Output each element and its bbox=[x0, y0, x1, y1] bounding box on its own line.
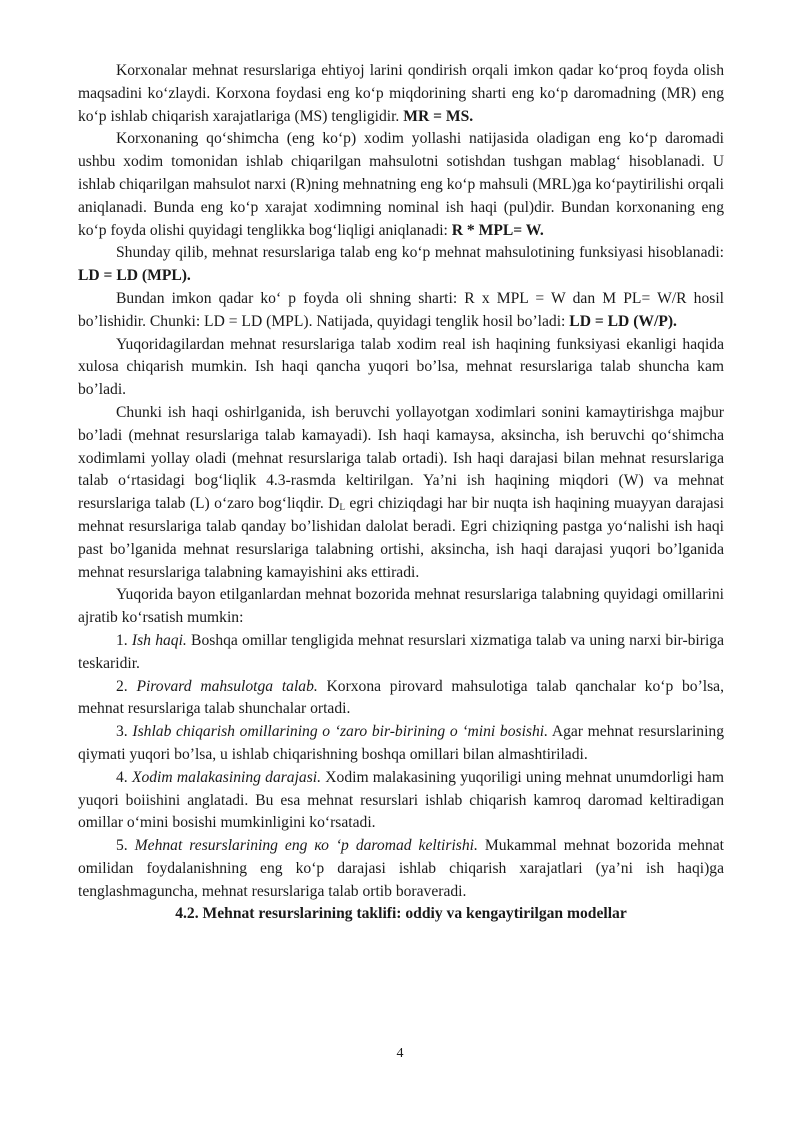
list-item-1-text: Boshqa omillar tengligida mehnat resurslari xizmatiga talab va uning narxi bir-biriga teskaridir. bbox=[78, 631, 725, 672]
document-page bbox=[78, 60, 724, 926]
list-item-4-number: 4. bbox=[116, 768, 132, 786]
section-heading: 4.2. Mehnat resurslarining taklifi: oddiy va kengaytirilgan modellar bbox=[175, 905, 627, 923]
list-item-1-title: Ish haqi. bbox=[131, 631, 187, 649]
list-item-4 bbox=[78, 767, 724, 835]
list-item-4-title: Xodim malakasining darajasi. bbox=[131, 768, 322, 786]
list-item-5-text: Mukammal mehnat bozorida mehnat omilidan foydalanishning eng ko‘p darajasi ishlab chiqarish xarajatlari (ya’ni ish haqi)ga tenglashmaguncha, mehnat resurslariga talab ortib boraveradi. bbox=[78, 837, 725, 900]
paragraph-5 bbox=[78, 334, 724, 402]
paragraph-7-text: Yuqorida bayon etilganlardan mehnat bozorida mehnat resurslariga talabning quyidagi omillarini ajratib ko‘rsatish mumkin: bbox=[78, 586, 724, 627]
list-item-3-text: Agar mehnat resurslarining qiymati yuqori bo’lsa, u ishlab chiqarishning boshqa omillari bilan almashtiriladi. bbox=[78, 723, 724, 763]
list-item-1 bbox=[78, 630, 724, 676]
paragraph-3-text: Shunday qilib, mehnat resurslariga talab eng ko‘p mehnat mahsulotining funksiyasi hisoblanadi: bbox=[116, 244, 724, 262]
paragraph-7 bbox=[78, 584, 724, 630]
paragraph-4-text: Bundan imkon qadar ko‘ p foyda oli shning sharti: R x MPL = W dan M PL= W/R hosil bo’lishidir. Chunki: LD = LD (MPL). Natijada, quyidagi tenglik hosil bo’ladi: bbox=[78, 289, 724, 330]
paragraph-1-text: Korxonalar mehnat resurslariga ehtiyoj larini qondirish orqali imkon qadar ko‘proq foyda olish maqsadini ko‘zlaydi. Korxona foydasi eng ko‘p miqdorining sharti eng ko‘p daromadning (MR) eng ko‘p ishlab chiqarish xarajatlariga (MS) tengligidir. bbox=[78, 62, 724, 125]
formula-mr-ms: MR = MS. bbox=[403, 107, 474, 125]
formula-r-mpl-w: R * MPL= W. bbox=[451, 221, 544, 239]
paragraph-3 bbox=[78, 242, 724, 288]
list-item-4-text: Xodim malakasining yuqoriligi uning mehnat unumdorligi ham yuqori boiishini anglatadi. Bu esa mehnat resurslari ishlab chiqarish kamroq daromad keltiradigan omillar o‘mini bosishi mumkinligini ko‘rsatadi. bbox=[78, 768, 724, 832]
list-item-2-number: 2. bbox=[116, 677, 137, 695]
list-item-2 bbox=[78, 676, 724, 722]
page-number: 4 bbox=[396, 1046, 404, 1061]
paragraph-2-text: Korxonaning qo‘shimcha (eng ko‘p) xodim yollashi natijasida oladigan eng ko‘p daromadi ushbu xodim tomonidan ishlab chiqarilgan mahsulotni sotishdan tushgan mablag‘ hisoblanadi. U ishlab chiqarilgan mahsulot narxi (R)ning mehnatning eng ko‘p mahsuli (MRL)ga ko‘paytirilishi orqali aniqlanadi. Bunda eng ko‘p xarajat xodimning nominal ish haqi (pul)dir. Bundan korxonaning eng ko‘p foyda olishi quyidagi tenglikka bog‘liqligi aniqlanadi: bbox=[78, 130, 724, 239]
paragraph-2 bbox=[78, 128, 724, 242]
paragraph-6-text-a: Chunki ish haqi oshirlganida, ish beruvchi yollayotgan xodimlari sonini kamaytirishga majbur bo’ladi (mehnat resurslariga talab kamayadi). Ish haqi kamaysa, aksincha, ish beruvchi qo‘shimcha xodimlami yollay oladi (mehnat resurslariga talab ortadi). Ish haqi darajasi bilan mehnat resurslariga talab o‘rtasidagi bog‘liqlik 4.3-rasmda keltirilgan. Ya’ni ish haqining miqdori (W) va mehnat resurslariga talab (L) o‘zaro bog‘liqdir. D bbox=[78, 403, 724, 513]
list-item-5-title: Mehnat resurslarining eng ко ‘p daromad keltirishi. bbox=[134, 837, 478, 855]
formula-ld-mpl: LD = LD (MPL). bbox=[78, 267, 191, 285]
list-item-1-number: 1. bbox=[116, 631, 132, 649]
paragraph-4 bbox=[78, 288, 724, 334]
formula-ld-wp: LD = LD (W/P). bbox=[569, 312, 677, 330]
list-item-3 bbox=[78, 721, 724, 767]
subscript-l: L bbox=[339, 502, 345, 513]
paragraph-6-text-b: egri chiziqdagi har bir nuqta ish haqining muayyan darajasi mehnat resurslariga talab qanday bo’lishidan dalolat beradi. Egri chiziqning pastga yo‘nalishi ish haqi past bo’lganida mehnat resurslariga talabning ortishi, aksincha, ish haqi darajasi yuqori bo’lganida mehnat resurslariga talabning kamayishini aks ettiradi. bbox=[78, 495, 724, 581]
paragraph-1 bbox=[78, 60, 724, 128]
list-item-3-title: Ishlab chiqarish omillarining o ‘zaro bir-birining o ‘mini bosishi. bbox=[132, 723, 548, 741]
paragraph-6 bbox=[78, 402, 724, 584]
list-item-2-text: Korxona pirovard mahsulotiga talab qanchalar ko‘p bo’lsa, mehnat resurslariga talab shunchalar ortadi. bbox=[78, 677, 724, 718]
list-item-3-number: 3. bbox=[116, 723, 133, 741]
list-item-5-number: 5. bbox=[116, 837, 135, 855]
list-item-2-title: Pirovard mahsulotga talab. bbox=[136, 677, 318, 695]
paragraph-5-text: Yuqoridagilardan mehnat resurslariga talab xodim real ish haqining funksiyasi ekanligi haqida xulosa chiqarish mumkin. Ish haqi qancha yuqori bo’lsa, mehnat resurslariga talab shuncha kam bo’ladi. bbox=[78, 335, 724, 399]
list-item-5 bbox=[78, 835, 724, 903]
